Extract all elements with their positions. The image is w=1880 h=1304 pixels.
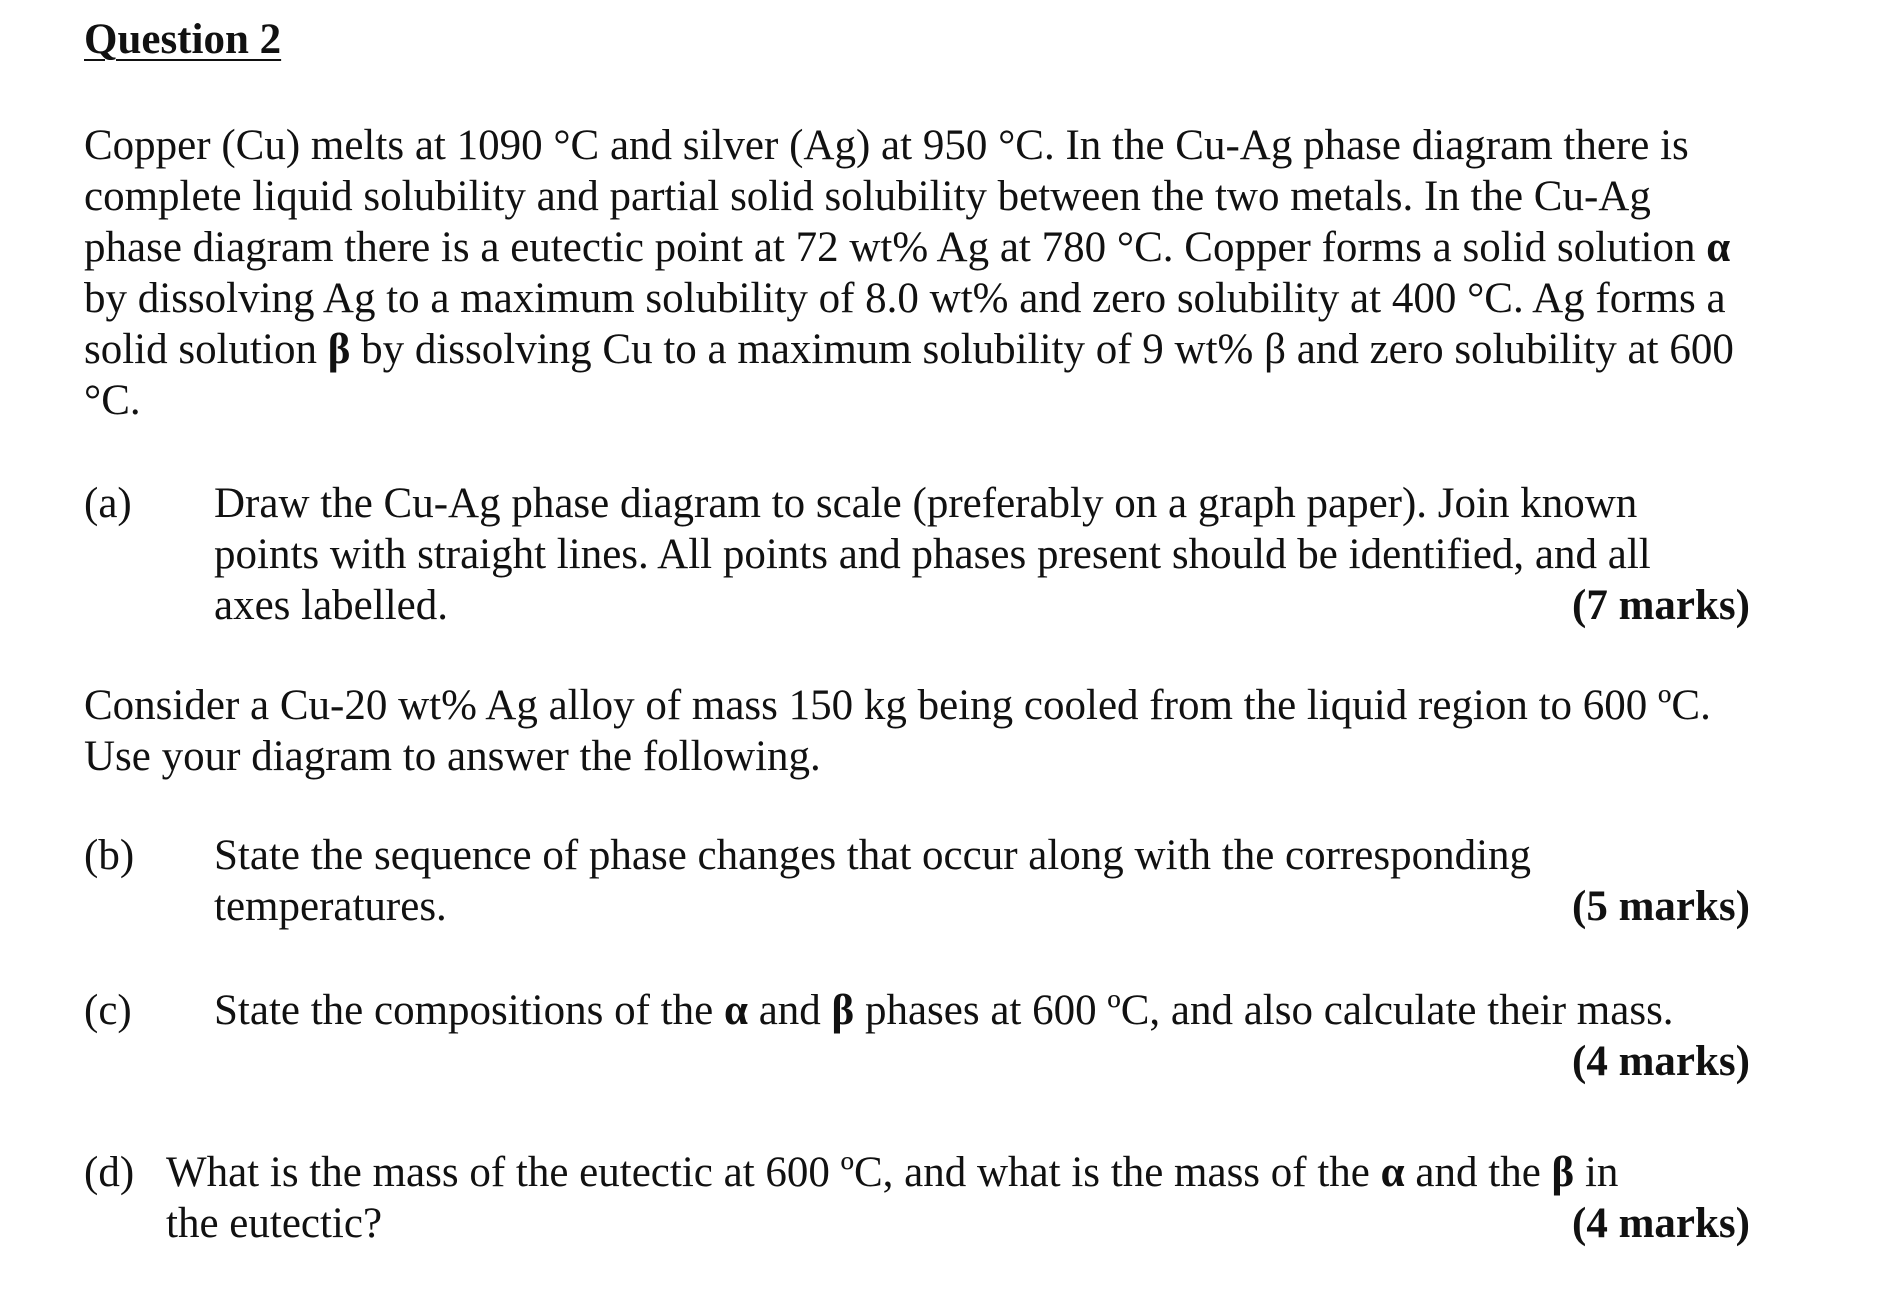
part-d-text: What is the mass of the eutectic at 600 ºC, and what is the mass of the: [166, 1149, 1381, 1196]
part-a-line-3: axes labelled.: [214, 582, 449, 629]
intro-line-3: [84, 222, 1730, 273]
consider-line-1: Consider a Cu-20 wt% Ag alloy of mass 150 kg being cooled from the liquid region to 600 ºC.: [84, 682, 1711, 729]
intro-line-5: [84, 324, 1734, 375]
intro-text: complete liquid solubility and partial solid solubility between the two metals. In the Cu-Ag: [84, 173, 1651, 220]
part-b-line-1: State the sequence of phase changes that occur along with the corresponding: [214, 832, 1532, 879]
part-c-text: phases at 600 ºC, and also calculate their mass.: [854, 987, 1674, 1034]
intro-text: phase diagram there is a eutectic point at 72 wt% Ag at 780 °C. Copper forms a solid solution: [84, 224, 1707, 271]
part-c-line-1: [214, 985, 1674, 1036]
consider-line-2: Use your diagram to answer the following.: [84, 733, 821, 780]
beta-symbol: β: [327, 326, 351, 373]
intro-line-1: [84, 120, 1689, 171]
part-b-label: (b): [84, 832, 135, 879]
part-d-marks: (4 marks): [1572, 1200, 1750, 1247]
question-title: Question 2: [84, 16, 282, 63]
part-d-line-1: [166, 1147, 1618, 1198]
intro-text: solid solution: [84, 326, 328, 373]
intro-text: by dissolving Cu to a maximum solubility of 9 wt% β and zero solubility at 600: [350, 326, 1734, 373]
part-c-text: and: [747, 987, 832, 1034]
alpha-symbol: α: [1380, 1149, 1405, 1196]
part-a-marks: (7 marks): [1572, 582, 1750, 629]
part-a-line-1: Draw the Cu-Ag phase diagram to scale (preferably on a graph paper). Join known: [214, 480, 1638, 527]
intro-line-6: [84, 375, 141, 426]
part-d-line-2: the eutectic?: [166, 1200, 383, 1247]
intro-line-2: [84, 171, 1651, 222]
part-b-line-2: temperatures.: [214, 883, 447, 930]
part-c-marks: (4 marks): [1572, 1038, 1750, 1085]
alpha-symbol: α: [723, 987, 748, 1034]
part-d-label: (d): [84, 1149, 135, 1196]
part-c-text: State the compositions of the: [214, 987, 724, 1034]
alpha-symbol: α: [1706, 224, 1731, 271]
part-a-line-2: points with straight lines. All points and phases present should be identified, and all: [214, 531, 1651, 578]
part-c-label: (c): [84, 987, 132, 1034]
intro-text: by dissolving Ag to a maximum solubility of 8.0 wt% and zero solubility at 400 °C. Ag forms a: [84, 275, 1726, 322]
part-a-label: (a): [84, 480, 132, 527]
part-d-text: and the: [1404, 1149, 1552, 1196]
intro-text: Copper (Cu) melts at 1090 °C and silver (Ag) at 950 °C. In the Cu-Ag phase diagram there is: [84, 122, 1689, 169]
part-b-marks: (5 marks): [1572, 883, 1750, 930]
part-d-text: in: [1574, 1149, 1619, 1196]
beta-symbol: β: [1551, 1149, 1575, 1196]
intro-line-4: [84, 273, 1726, 324]
beta-symbol: β: [831, 987, 855, 1034]
intro-text: °C.: [84, 377, 141, 424]
